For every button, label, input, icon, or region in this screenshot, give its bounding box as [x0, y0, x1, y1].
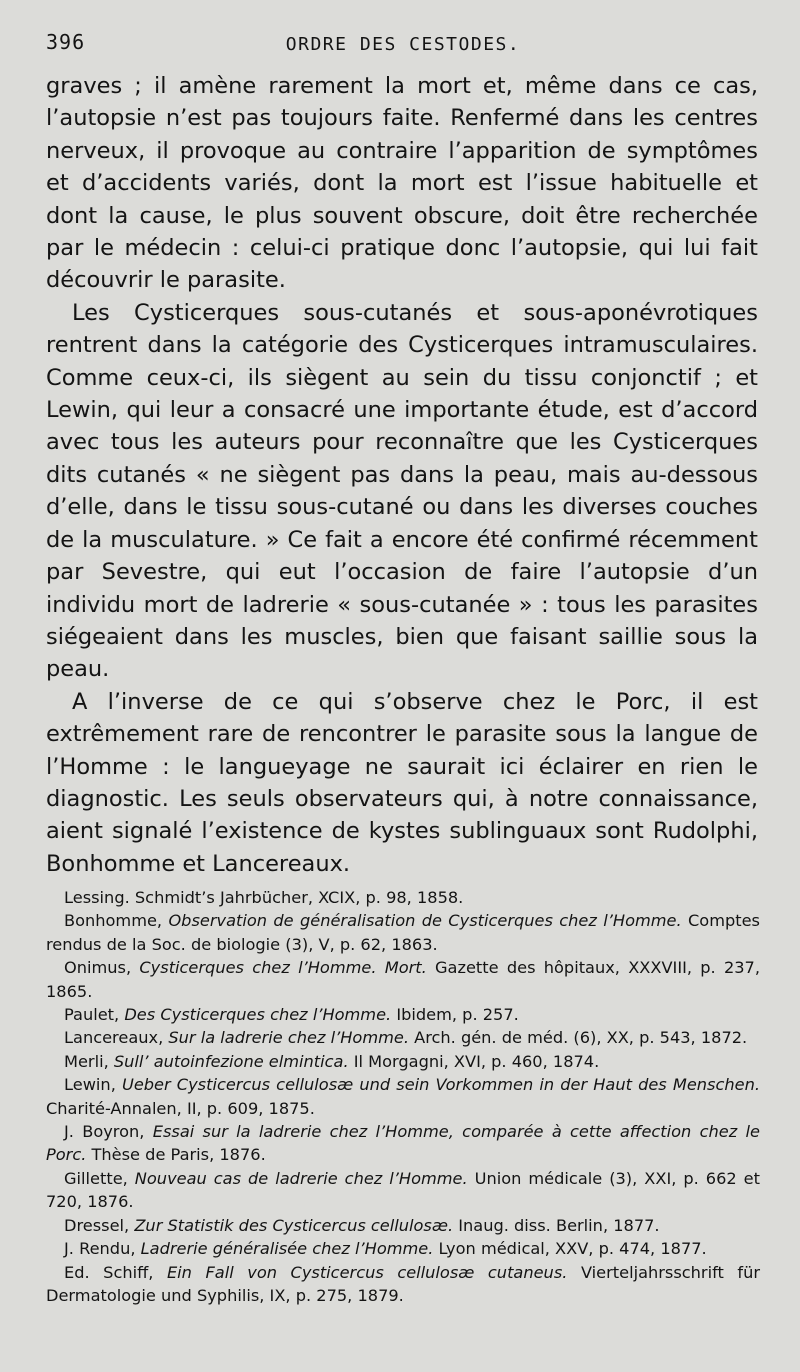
reference-entry [46, 1214, 760, 1237]
reference-entry [46, 1120, 760, 1167]
ref-work: Nouveau cas de ladrerie chez l’Homme. [134, 1168, 468, 1188]
reference-entry [46, 956, 760, 1003]
reference-entry [46, 909, 760, 956]
ref-work: Ladrerie généralisée chez l’Homme. [140, 1239, 434, 1259]
ref-author: Ed. Schiff, [64, 1262, 167, 1282]
paragraph: A l’inverse de ce qui s’observe chez le Porc, il est extrêmement rare de rencontrer le parasite sous la langue de l’Homme : le langueyage ne saurait ici éclairer en rien le diagnostic. Les seuls observateurs qui, à notre connaissance, aient signalé l’existence de kystes sublinguaux sont Rudolphi, Bonhomme et Lancereaux. [46, 688, 758, 877]
ref-details: Inaug. diss. Berlin, 1877. [453, 1215, 660, 1235]
ref-work: Observation de généralisation de Cysticerques chez l’Homme. [168, 911, 682, 931]
ref-details: Arch. gén. de méd. (6), XX, p. 543, 1872. [408, 1028, 748, 1048]
ref-work: Ueber Cysticercus cellulosæ und sein Vorkommen in der Haut des Menschen. [121, 1075, 761, 1095]
reference-entry [46, 886, 760, 909]
ref-details: Vierteljahrsschrift für Dermatologie und Syphilis, IX, p. 275, 1879. [46, 1262, 760, 1305]
ref-work: Zur Statistik des Cysticercus cellulosæ. [134, 1215, 454, 1235]
ref-author: Paulet, [64, 1005, 125, 1025]
ref-details: Union médicale (3), XXI, p. 662 et 720, 1876. [46, 1168, 760, 1212]
ref-author: Merli, [64, 1051, 114, 1071]
reference-entry [46, 1073, 760, 1120]
ref-author: Dressel, [64, 1215, 135, 1235]
ref-work: Des Cysticerques chez l’Homme. [124, 1005, 392, 1025]
paragraph: graves ; il amène rarement la mort et, même dans ce cas, l’autopsie n’est pas toujours faite. Renfermé dans les centres nerveux, il provoque au contraire l’apparition de symptômes et d’accidents variés, dont la mort est l’issue habituelle et dont la cause, le plus souvent obscure, doit être recherchée par le médecin : celui-ci pratique donc l’autopsie, qui lui fait découvrir le parasite. [46, 73, 758, 294]
running-head: ORDRE DES CESTODES. [285, 34, 521, 55]
ref-details: Thèse de Paris, 1876. [86, 1145, 266, 1165]
ref-author: Onimus, [64, 958, 140, 978]
ref-details: Comptes rendus de la Soc. de biologie (3), V, p. 62, 1863. [46, 911, 760, 954]
ref-author: Lewin, [64, 1075, 122, 1095]
reference-entry [46, 1167, 760, 1214]
reference-entry [46, 1026, 760, 1049]
bibliography [46, 886, 760, 1307]
ref-details: Schmidt’s Jahrbücher, XCIX, p. 98, 1858. [129, 888, 464, 907]
ref-details: Ibidem, p. 257. [391, 1005, 519, 1025]
ref-details: Il Morgagni, XVI, p. 460, 1874. [348, 1051, 600, 1071]
ref-author: J. Boyron, [64, 1122, 153, 1142]
ref-author: Gillette, [64, 1168, 135, 1188]
ref-author: Lessing. [64, 888, 130, 907]
ref-details: Gazette des hôpitaux, XXXVIII, p. 237, 1865. [46, 958, 760, 1001]
body-text [46, 70, 758, 880]
reference-entry [46, 1261, 760, 1308]
reference-entry [46, 1237, 760, 1260]
reference-entry [46, 1003, 760, 1026]
page-number: 396 [46, 30, 86, 54]
ref-work: Ein Fall von Cysticercus cellulosæ cutaneus. [166, 1262, 568, 1282]
paragraph: Les Cysticerques sous-cutanés et sous-aponévrotiques rentrent dans la catégorie des Cysticerques intramusculaires. Comme ceux-ci, ils siègent au sein du tissu conjonctif ; et Lewin, qui leur a consacré une importante étude, est d’accord avec tous les auteurs pour reconnaître que les Cysticerques dits cutanés « ne siègent pas dans la peau, mais au-dessous d’elle, dans le tissu sous-cutané ou dans les diverses couches de la musculature. » Ce fait a encore été confirmé récemment par Sevestre, qui eut l’occasion de faire l’autopsie d’un individu mort de ladrerie « sous-cutanée » : tous les parasites siégeaient dans les muscles, bien que faisant saillie sous la peau. [46, 299, 758, 683]
ref-work: Sur la ladrerie chez l’Homme. [168, 1028, 409, 1048]
ref-work: Cysticerques chez l’Homme. Mort. [139, 958, 427, 978]
page-header [46, 30, 760, 60]
ref-author: J. Rendu, [64, 1239, 141, 1259]
ref-details: Lyon médical, XXV, p. 474, 1877. [433, 1239, 707, 1259]
ref-details: Charité-Annalen, II, p. 609, 1875. [46, 1098, 315, 1118]
ref-work: Essai sur la ladrerie chez l’Homme, comparée à cette affection chez le Porc. [46, 1122, 760, 1165]
ref-author: Lancereaux, [64, 1028, 169, 1048]
ref-author: Bonhomme, [64, 911, 169, 931]
ref-work: Sull’ autoinfezione elmintica. [113, 1051, 349, 1071]
reference-entry [46, 1050, 760, 1073]
